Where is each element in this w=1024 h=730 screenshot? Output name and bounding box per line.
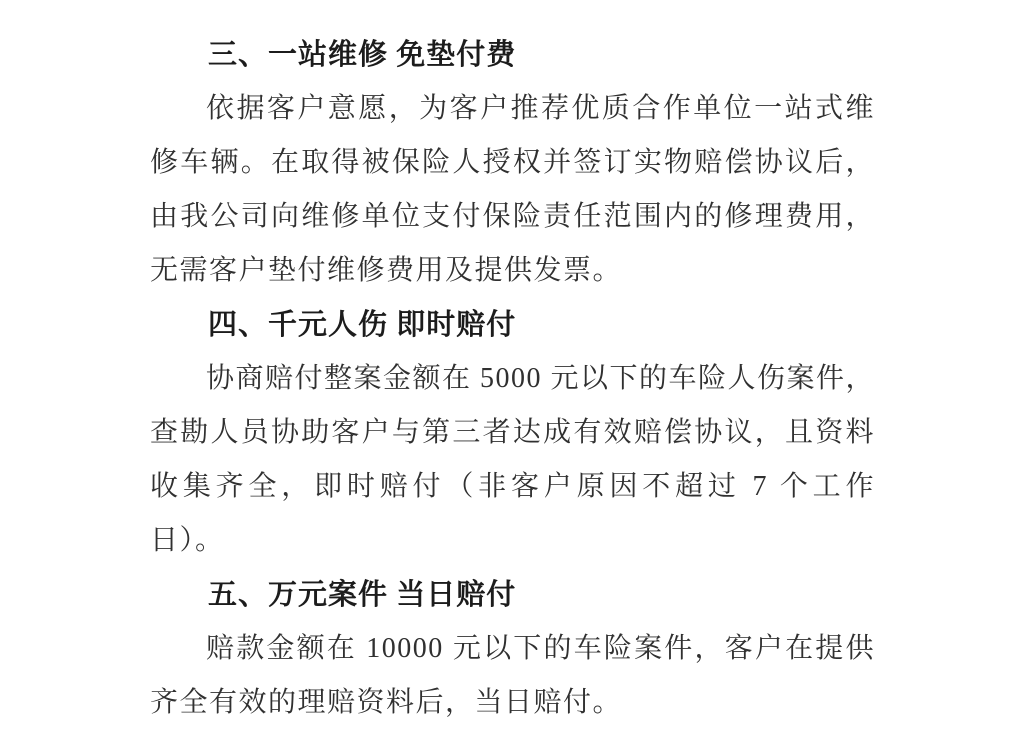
section-paragraph: 赔款金额在 10000 元以下的车险案件，客户在提供齐全有效的理赔资料后，当日赔付。 [150,633,875,718]
section-heading: 三、一站维修 免垫付费 [208,39,517,71]
section-heading: 五、万元案件 当日赔付 [208,579,517,611]
section-one-stop-repair [150,28,875,298]
section-heading: 四、千元人伤 即时赔付 [208,309,517,341]
section-same-day-payment [150,568,875,730]
section-paragraph: 依据客户意愿，为客户推荐优质合作单位一站式维修车辆。在取得被保险人授权并签订实物赔偿协议后，由我公司向维修单位支付保险责任范围内的修理费用，无需客户垫付维修费用及提供发票。 [150,93,875,286]
section-injury-instant-payment [150,298,875,568]
section-paragraph: 协商赔付整案金额在 5000 元以下的车险人伤案件，查勘人员协助客户与第三者达成有效赔偿协议，且资料收集齐全，即时赔付（非客户原因不超过 7 个工作日）。 [150,363,876,556]
